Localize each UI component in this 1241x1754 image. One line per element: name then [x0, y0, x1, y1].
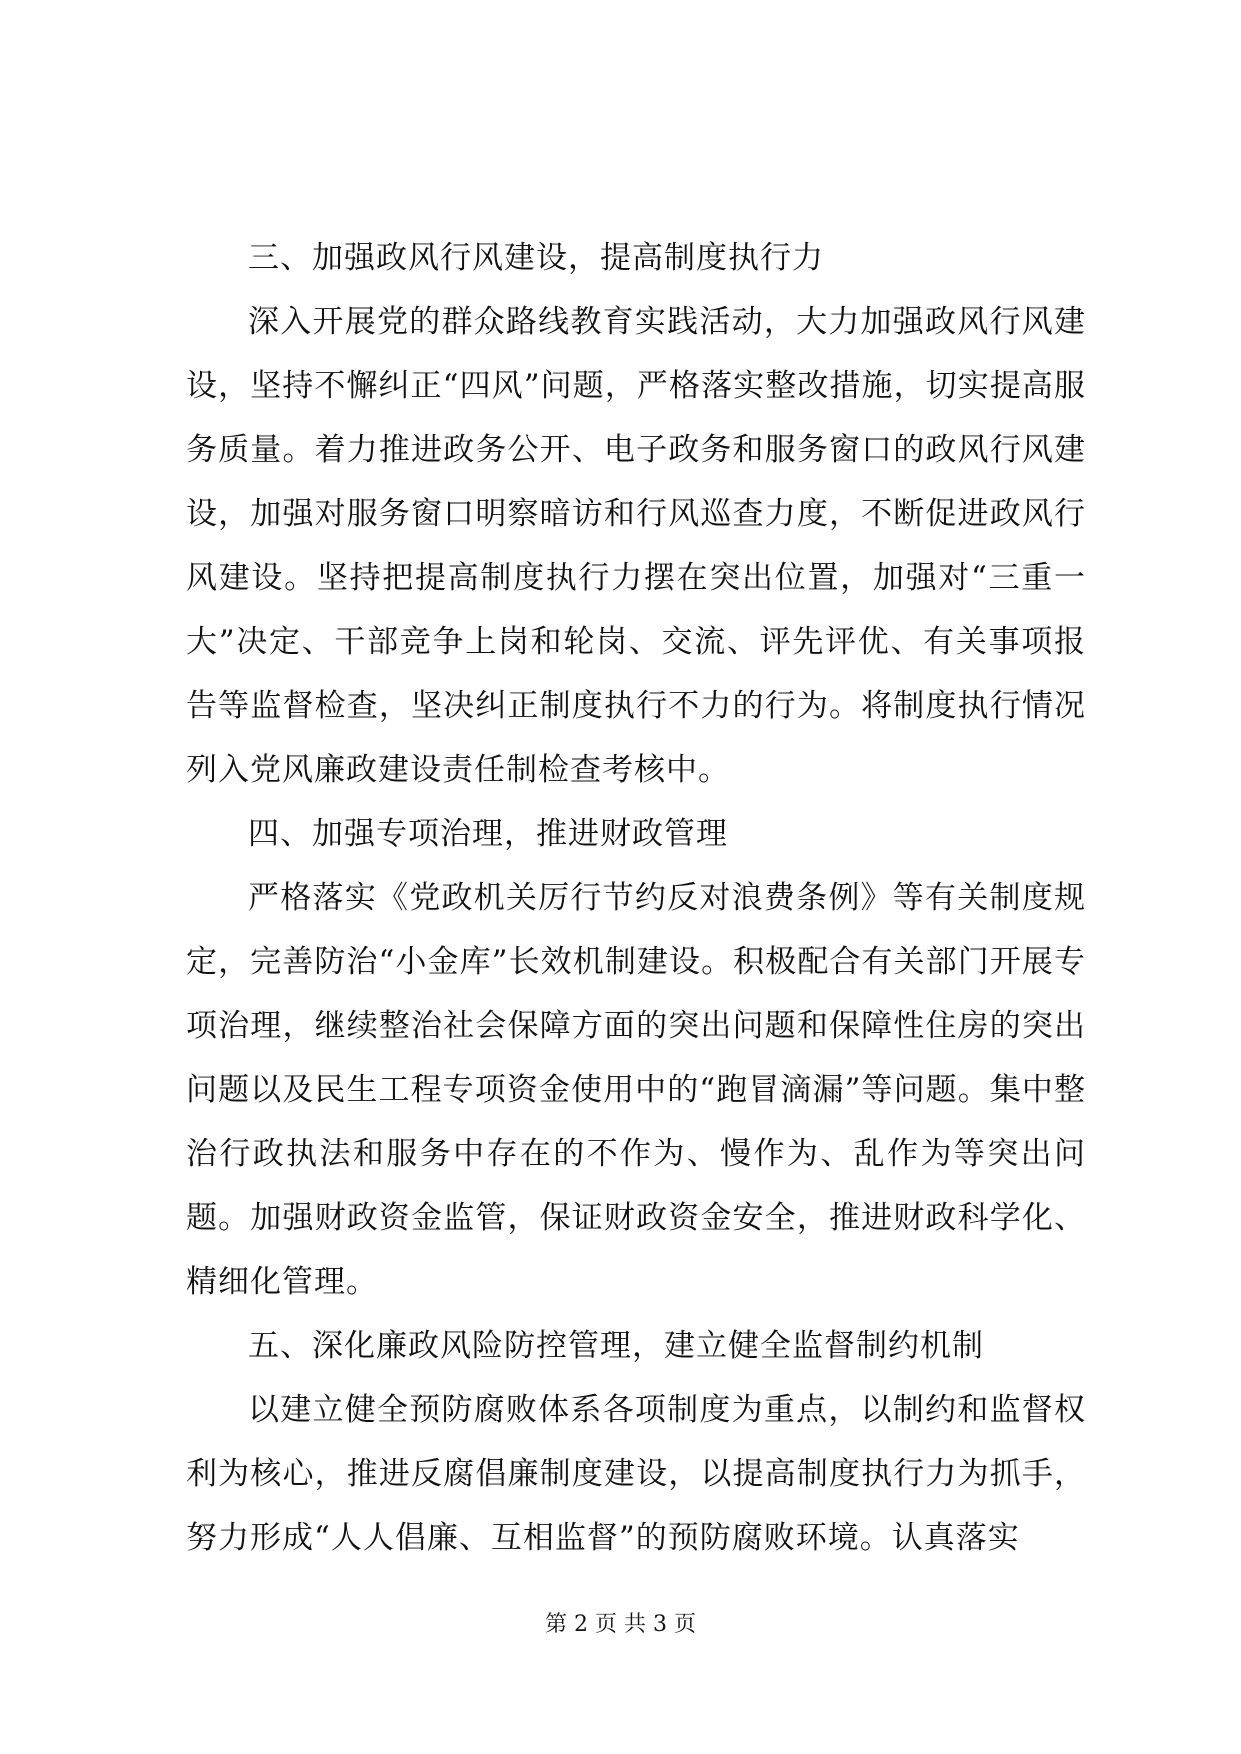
heading-section-3: 三、加强政风行风建设，提高制度执行力 — [248, 240, 824, 276]
paragraph-section-3: 深入开展党的群众路线教育实践活动，大力加强政风行风建设，坚持不懈纠正“四风”问题，严格落实整改措施，切实提高服务质量。着力推进政务公开、电子政务和服务窗口的政风行风建设，加强对服务窗口明察暗访和行风巡查力度，不断促进政风行风建设。坚持把提高制度执行力摆在突出位置，加强对“三重一大”决定、干部竞争上岗和轮岗、交流、评先评优、有关事项报告等监督检查，坚决纠正制度执行不力的行为。将制度执行情况列入党风廉政建设责任制检查考核中。 — [186, 304, 1086, 788]
page-number-label: 第 2 页 共 3 页 — [545, 1612, 696, 1637]
paragraph-section-4: 严格落实《党政机关厉行节约反对浪费条例》等有关制度规定，完善防治“小金库”长效机制建设。积极配合有关部门开展专项治理，继续整治社会保障方面的突出问题和保障性住房的突出问题以及民生工程专项资金使用中的“跑冒滴漏”等问题。集中整治行政执法和服务中存在的不作为、慢作为、乱作为等突出问题。加强财政资金监管，保证财政资金安全，推进财政科学化、精细化管理。 — [186, 880, 1086, 1300]
heading-section-4: 四、加强专项治理，推进财政管理 — [248, 816, 728, 852]
document-body — [186, 226, 1086, 1570]
page-footer — [0, 1610, 1241, 1640]
paragraph-section-5: 以建立健全预防腐败体系各项制度为重点，以制约和监督权利为核心，推进反腐倡廉制度建设，以提高制度执行力为抓手，努力形成“人人倡廉、互相监督”的预防腐败环境。认真落实 — [186, 1392, 1086, 1556]
heading-section-5: 五、深化廉政风险防控管理，建立健全监督制约机制 — [248, 1328, 984, 1364]
